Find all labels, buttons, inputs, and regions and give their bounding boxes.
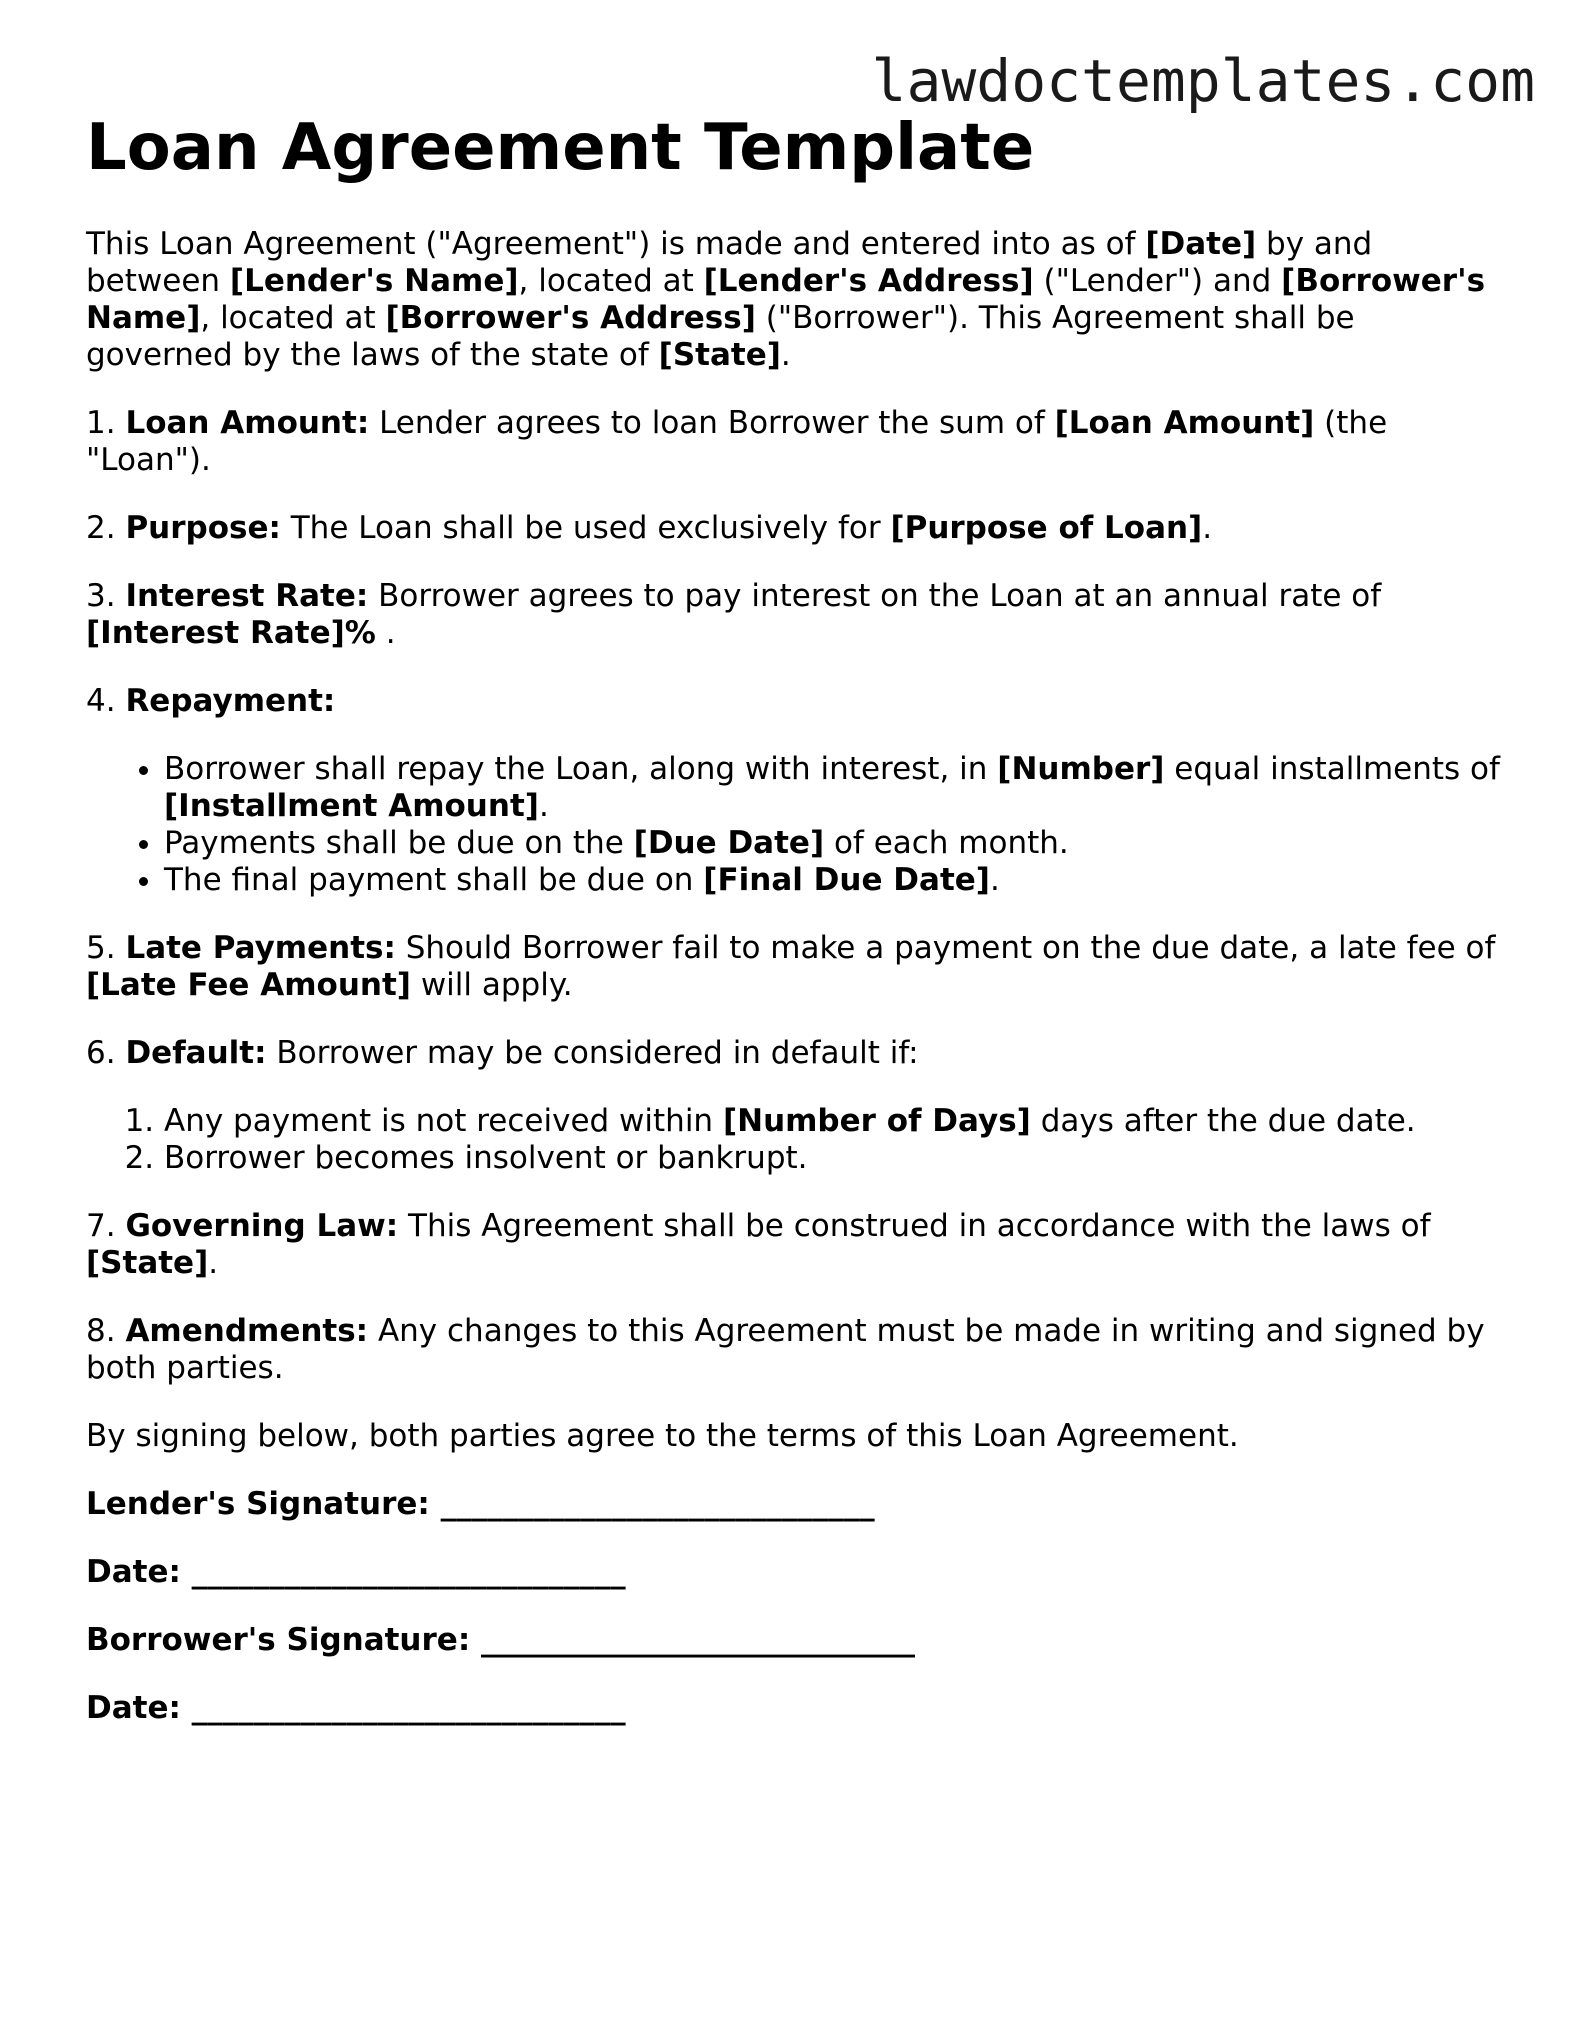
intro-text-4: ("Lender") and: [1033, 263, 1282, 299]
section-heading: Repayment:: [125, 683, 336, 719]
section-purpose: [86, 510, 1506, 547]
section-text: Lender agrees to loan Borrower the sum of: [369, 405, 1055, 441]
list-item-text: Any payment is not received within: [164, 1103, 723, 1139]
list-item-text: days after the due date.: [1030, 1103, 1416, 1139]
section-text: This Agreement shall be construed in accordance with the laws of: [398, 1208, 1431, 1244]
field-lender-address: [Lender's Address]: [703, 263, 1034, 299]
section-interest-rate: [86, 578, 1506, 652]
field-state: [State]: [86, 1245, 209, 1281]
list-item-text: .: [989, 862, 1000, 898]
default-list: [86, 1103, 1506, 1177]
field-number: [Number]: [997, 751, 1165, 787]
section-default: [86, 1035, 1506, 1072]
section-governing-law: [86, 1208, 1506, 1282]
intro-text-7: .: [780, 337, 791, 373]
document-body: [86, 110, 1506, 1758]
section-text: .: [1202, 510, 1213, 546]
field-purpose-of-loan: [Purpose of Loan]: [890, 510, 1203, 546]
section-text: .: [375, 615, 396, 651]
field-final-due-date: [Final Due Date]: [703, 862, 990, 898]
site-watermark: lawdoctemplates.com: [871, 47, 1535, 115]
intro-text-6: ("Borrower"). This Agreement shall be governed by the laws of the state of: [86, 300, 1355, 373]
field-lender-name: [Lender's Name]: [229, 263, 519, 299]
field-number-of-days: [Number of Days]: [722, 1103, 1031, 1139]
field-date: [Date]: [1145, 226, 1257, 262]
field-due-date: [Due Date]: [633, 825, 825, 861]
list-item-text: .: [538, 788, 549, 824]
list-item: [164, 862, 1506, 899]
section-number: 4.: [86, 683, 126, 719]
section-heading: Interest Rate:: [125, 578, 369, 614]
intro-text-2: by and between: [86, 226, 1373, 299]
field-late-fee-amount: [Late Fee Amount]: [86, 967, 411, 1003]
list-item: [164, 1103, 1506, 1140]
closing-statement: By signing below, both parties agree to the terms of this Loan Agreement.: [86, 1418, 1239, 1454]
section-text: will apply.: [410, 967, 573, 1003]
field-loan-amount: [Loan Amount]: [1054, 405, 1315, 441]
borrower-signature-line: Borrower's Signature: ____________________________: [86, 1622, 916, 1658]
section-heading: Loan Amount:: [125, 405, 370, 441]
field-state: [State]: [658, 337, 781, 373]
section-repayment: [86, 683, 1506, 720]
list-item-text: Borrower shall repay the Loan, along with interest, in: [164, 751, 998, 787]
list-item-text: of each month.: [824, 825, 1069, 861]
section-heading: Purpose:: [125, 510, 281, 546]
intro-text-5: , located at: [200, 300, 386, 336]
section-text: (the "Loan").: [86, 405, 1388, 478]
list-item: [164, 751, 1506, 825]
section-number: 5.: [86, 930, 126, 966]
field-borrower-address: [Borrower's Address]: [385, 300, 756, 336]
section-heading: Default:: [125, 1035, 267, 1071]
section-amendments: [86, 1313, 1506, 1387]
lender-date-line: Date: ____________________________: [86, 1554, 626, 1590]
section-number: 2.: [86, 510, 126, 546]
list-item: [164, 825, 1506, 862]
field-borrower-name: [Borrower's Name]: [86, 263, 1486, 336]
section-text: Should Borrower fail to make a payment on the due date, a late fee of: [395, 930, 1496, 966]
section-number: 1.: [86, 405, 126, 441]
section-heading: Governing Law:: [125, 1208, 399, 1244]
section-loan-amount: [86, 405, 1506, 479]
section-text: Any changes to this Agreement must be made in writing and signed by both parties.: [86, 1313, 1485, 1386]
intro-text-1: This Loan Agreement ("Agreement") is made and entered into as of: [86, 226, 1146, 262]
section-number: 3.: [86, 578, 126, 614]
list-item-text: The final payment shall be due on: [164, 862, 704, 898]
section-number: 8.: [86, 1313, 126, 1349]
intro-text-3: , located at: [518, 263, 704, 299]
list-item-text: Borrower becomes insolvent or bankrupt.: [164, 1140, 808, 1176]
section-heading: Amendments:: [125, 1313, 369, 1349]
list-item-text: equal installments of: [1164, 751, 1500, 787]
borrower-date-line: Date: ____________________________: [86, 1690, 626, 1726]
section-number: 7.: [86, 1208, 126, 1244]
section-text: Borrower agrees to pay interest on the Loan at an annual rate of: [368, 578, 1382, 614]
field-installment-amount: [Installment Amount]: [164, 788, 539, 824]
section-text: Borrower may be considered in default if:: [266, 1035, 919, 1071]
section-text: .: [208, 1245, 219, 1281]
section-late-payments: [86, 930, 1506, 1004]
list-item-text: Payments shall be due on the: [164, 825, 634, 861]
document-title: Loan Agreement Template: [86, 111, 1035, 185]
intro-paragraph: [86, 226, 1506, 374]
section-text: The Loan shall be used exclusively for: [280, 510, 891, 546]
section-heading: Late Payments:: [125, 930, 396, 966]
list-item: [164, 1140, 1506, 1177]
section-number: 6.: [86, 1035, 126, 1071]
field-interest-rate: [Interest Rate]%: [86, 615, 376, 651]
repayment-list: [86, 751, 1506, 899]
lender-signature-line: Lender's Signature: ____________________________: [86, 1486, 875, 1522]
